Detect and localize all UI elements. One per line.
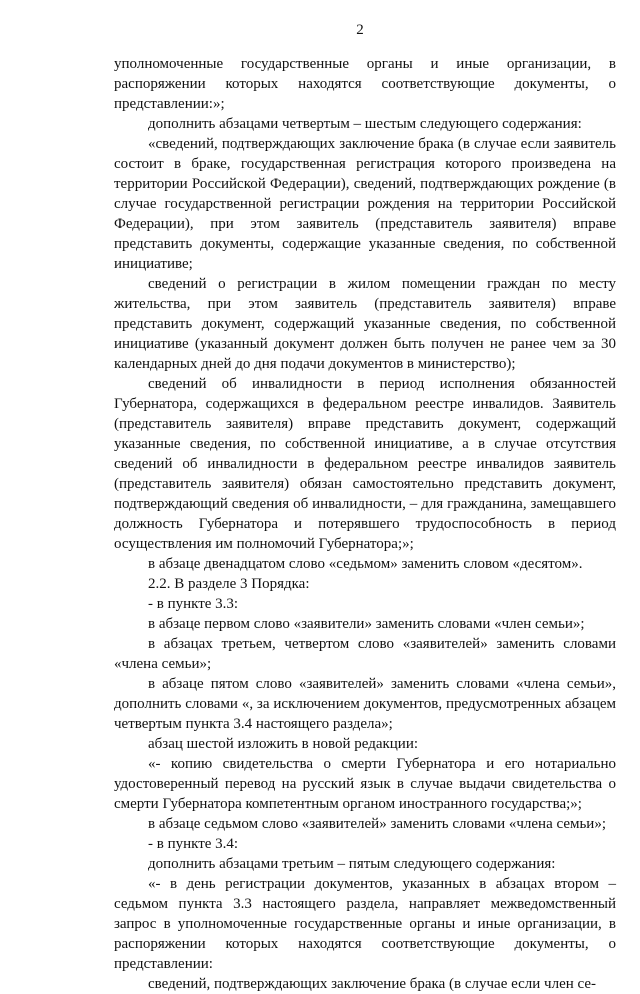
paragraph: - в пункте 3.3: bbox=[148, 596, 239, 612]
paragraph: дополнить абзацами четвертым – шестым следующего содержания: bbox=[148, 116, 582, 132]
paragraph: сведений, подтверждающих заключение брака (в случае если член се- bbox=[148, 976, 597, 992]
paragraph: в абзацах третьем, четвертом слово «заявителей» заменить словами «члена семьи»; bbox=[114, 636, 616, 672]
page-number: 2 bbox=[356, 22, 364, 38]
paragraph: «сведений, подтверждающих заключение брака (в случае если заявитель состоит в браке, государственная регистрация которого произведена на территории Российской Федерации), сведений, подтверждающих рождение (в случае государственной регистрации рождения на территории Российской Федерации), при этом заявитель (представитель заявителя) вправе представить документы, содержащие указанные сведения, по собственной инициативе; bbox=[114, 136, 616, 272]
paragraph: абзац шестой изложить в новой редакции: bbox=[148, 736, 419, 752]
paragraph: сведений об инвалидности в период исполнения обязанностей Губернатора, содержащихся в федеральном реестре инвалидов. Заявитель (представитель заявителя) вправе представить документ, содержащий указанные сведения, по собственной инициативе, а в случае отсутствия сведений об инвалидности в федеральном реестре инвалидов заявитель (представитель заявителя) обязан самостоятельно представить документ, подтверждающий сведения об инвалидности, – для гражданина, замещавшего должность Губернатора и потерявшего трудоспособность в период осуществления им полномочий Губернатора;»; bbox=[114, 376, 616, 552]
paragraph: «- копию свидетельства о смерти Губернатора и его нотариально удостоверенный перевод на русский язык в случае выдачи свидетельства о смерти Губернатора компетентным органом иностранного государства;»; bbox=[114, 756, 616, 812]
paragraph: в абзаце первом слово «заявители» заменить словами «член семьи»; bbox=[148, 616, 585, 632]
paragraph: дополнить абзацами третьим – пятым следующего содержания: bbox=[148, 856, 556, 872]
paragraph: «- в день регистрации документов, указанных в абзацах втором – седьмом пункта 3.3 настоящего раздела, направляет межведомственный запрос в уполномоченные государственные органы и иные организации, в распоряжении которых находятся соответствующие документы, о представлении: bbox=[114, 876, 616, 972]
paragraph: в абзаце пятом слово «заявителей» заменить словами «члена семьи», дополнить словами «, за исключением документов, предусмотренных абзацем четвертым пункта 3.4 настоящего раздела»; bbox=[114, 676, 616, 732]
paragraph: в абзаце седьмом слово «заявителей» заменить словами «члена семьи»; bbox=[148, 816, 606, 832]
paragraph: 2.2. В разделе 3 Порядка: bbox=[148, 576, 310, 592]
paragraph: в абзаце двенадцатом слово «седьмом» заменить словом «десятом». bbox=[148, 556, 583, 572]
paragraph-continuation: уполномоченные государственные органы и иные организации, в распоряжении которых находятся соответствующие документы, о представлении:»; bbox=[114, 56, 616, 112]
paragraph: сведений о регистрации в жилом помещении граждан по месту жительства, при этом заявитель (представитель заявителя) вправе представить документ, содержащий указанные сведения, по собственной инициативе (указанный документ должен быть получен не ранее чем за 30 календарных дней до дня подачи документов в министерство); bbox=[114, 276, 616, 372]
paragraph: - в пункте 3.4: bbox=[148, 836, 239, 852]
